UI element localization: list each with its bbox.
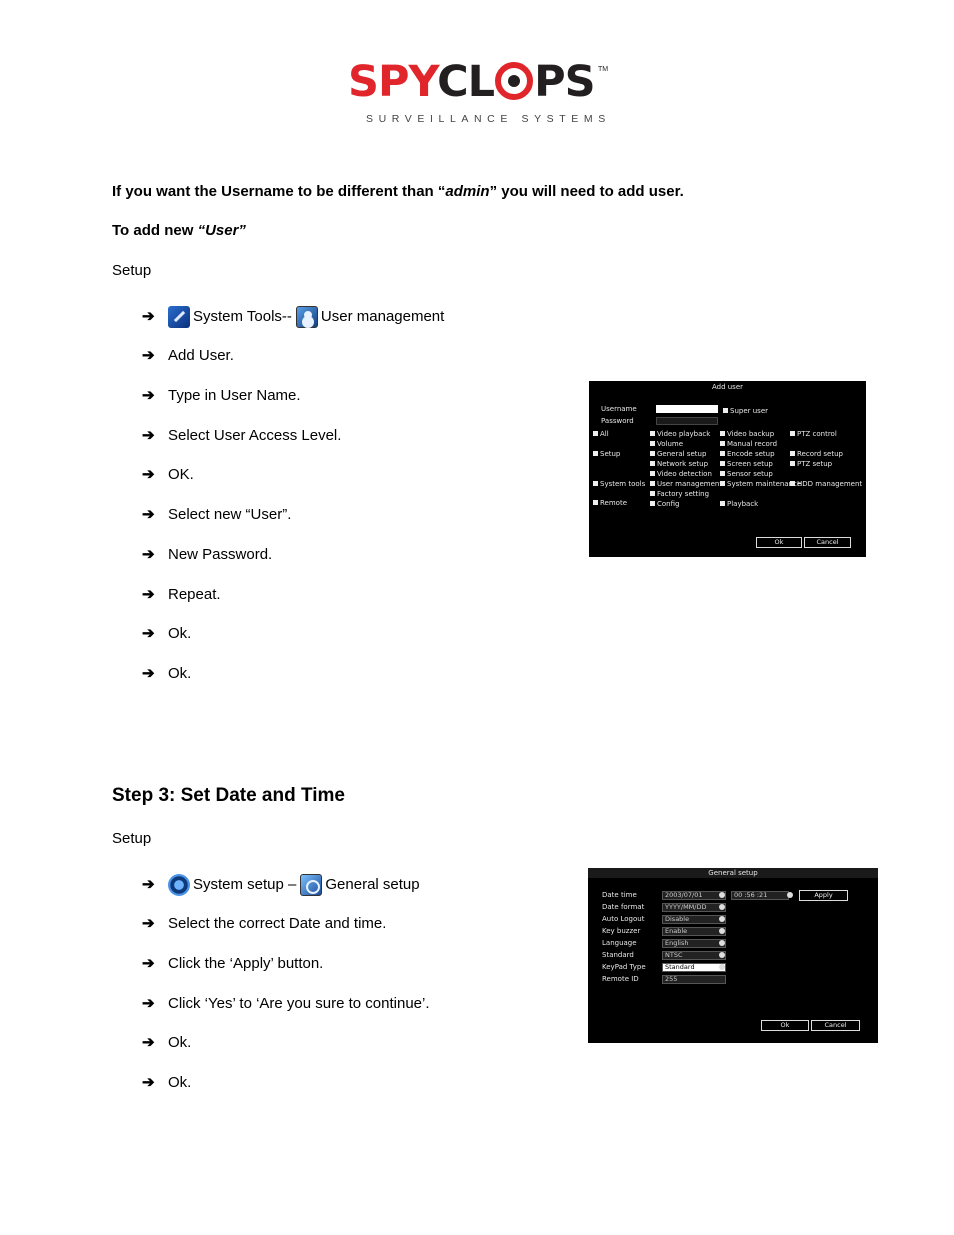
perm-item: Factory setting	[650, 490, 709, 499]
list-item: ➔ New Password.	[142, 546, 273, 563]
add-user-screenshot	[589, 381, 866, 557]
perm-item: Sensor setup	[720, 470, 773, 479]
date-format-value: YYYY/MM/DD	[662, 903, 726, 912]
list-item: ➔ Add User.	[142, 347, 234, 364]
remote-id-value: 255	[662, 975, 726, 984]
logo-subtitle: SURVEILLANCE SYSTEMS	[366, 113, 611, 125]
perm-item: General setup	[650, 450, 706, 459]
general-setup-icon	[300, 874, 322, 896]
auto-logout-value: Disable	[662, 915, 726, 924]
perm-item: Playback	[720, 500, 758, 509]
arrow-icon: ➔	[142, 625, 155, 642]
dropdown-dot-icon	[719, 964, 725, 970]
perm-item: Config	[650, 500, 679, 509]
section1-setup-label: Setup	[112, 262, 152, 279]
logo	[348, 56, 611, 128]
perm-item: Video detection	[650, 470, 712, 479]
add-user-title: Add user	[711, 383, 744, 391]
dropdown-dot-icon	[719, 892, 725, 898]
arrow-icon: ➔	[142, 466, 155, 483]
arrow-icon: ➔	[142, 546, 155, 563]
username-label: Username	[601, 405, 637, 413]
setting-label: Auto Logout	[602, 915, 645, 923]
perm-item: System maintenance	[720, 480, 801, 489]
list-item: ➔ Type in User Name.	[142, 387, 301, 404]
perm-item: Screen setup	[720, 460, 773, 469]
list-item: ➔ Ok.	[142, 665, 192, 682]
dropdown-dot-icon	[719, 952, 725, 958]
arrow-icon: ➔	[142, 1074, 155, 1091]
arrow-icon: ➔	[142, 955, 155, 972]
list-item: ➔ OK.	[142, 466, 194, 483]
perm-item: User management	[650, 480, 722, 489]
user-management-icon	[296, 306, 318, 328]
list-item: ➔ Ok.	[142, 1074, 192, 1091]
arrow-icon: ➔	[142, 915, 155, 932]
dropdown-dot-icon	[719, 928, 725, 934]
system-setup-icon	[168, 874, 190, 896]
arrow-icon: ➔	[142, 347, 155, 364]
arrow-icon: ➔	[142, 506, 155, 523]
list-item: ➔ Click the ‘Apply’ button.	[142, 955, 324, 972]
logo-eye-icon	[495, 62, 533, 100]
key-buzzer-value: Enable	[662, 927, 726, 936]
setting-label: Key buzzer	[602, 927, 641, 935]
list-item: ➔ System Tools-- User management	[142, 306, 444, 328]
keypad-type-value: Standard	[662, 963, 726, 972]
list-item: ➔ Select User Access Level.	[142, 427, 342, 444]
group-setup: Setup	[593, 450, 620, 459]
list-item: ➔ Repeat.	[142, 586, 221, 603]
general-setup-title: General setup	[708, 869, 758, 877]
date-value: 2003/07/01	[662, 891, 726, 900]
perm-item: Manual record	[720, 440, 777, 449]
perm-item: Network setup	[650, 460, 708, 469]
setting-label: Remote ID	[602, 975, 639, 983]
arrow-icon: ➔	[142, 387, 155, 404]
standard-value: NTSC	[662, 951, 726, 960]
list-item: ➔ Click ‘Yes’ to ‘Are you sure to continue’.	[142, 995, 430, 1012]
setting-label: KeyPad Type	[602, 963, 646, 971]
username-field	[656, 405, 718, 413]
section2-setup-label: Setup	[112, 830, 152, 847]
cancel-button: Cancel	[811, 1020, 860, 1031]
dropdown-dot-icon	[787, 892, 793, 898]
perm-item: Video backup	[720, 430, 774, 439]
setting-label: Date format	[602, 903, 645, 911]
group-system-tools: System tools	[593, 480, 645, 489]
arrow-icon: ➔	[142, 308, 155, 325]
dropdown-dot-icon	[719, 940, 725, 946]
step3-heading: Step 3: Set Date and Time	[112, 785, 345, 806]
time-value: 00 :56 :21	[731, 891, 789, 900]
arrow-icon: ➔	[142, 995, 155, 1012]
arrow-icon: ➔	[142, 876, 155, 893]
arrow-icon: ➔	[142, 586, 155, 603]
dropdown-dot-icon	[719, 916, 725, 922]
list-item: ➔ Select new “User”.	[142, 506, 292, 523]
perm-item: PTZ control	[790, 430, 837, 439]
intro-add-user-title: To add new “User”	[112, 222, 246, 239]
arrow-icon: ➔	[142, 1034, 155, 1051]
group-remote: Remote	[593, 499, 627, 508]
apply-button: Apply	[799, 890, 848, 901]
ok-button: Ok	[756, 537, 802, 548]
perm-item: Encode setup	[720, 450, 775, 459]
setting-label: Date time	[602, 891, 637, 899]
setting-label: Standard	[602, 951, 634, 959]
perm-item: Volume	[650, 440, 683, 449]
perm-item: HDD management	[790, 480, 862, 489]
perm-item: PTZ setup	[790, 460, 832, 469]
arrow-icon: ➔	[142, 427, 155, 444]
list-item: ➔ System setup – General setup	[142, 874, 420, 896]
logo-wordmark: SPYCL PS	[348, 57, 595, 107]
system-tools-icon	[168, 306, 190, 328]
password-label: Password	[601, 417, 634, 425]
general-setup-screenshot	[588, 868, 878, 1043]
ok-button: Ok	[761, 1020, 809, 1031]
dropdown-dot-icon	[719, 904, 725, 910]
group-all: All	[593, 430, 609, 439]
arrow-icon: ➔	[142, 665, 155, 682]
perm-item: Record setup	[790, 450, 843, 459]
cancel-button: Cancel	[804, 537, 851, 548]
list-item: ➔ Ok.	[142, 625, 192, 642]
password-field	[656, 417, 718, 425]
super-user-checkbox: Super user	[723, 407, 768, 416]
perm-item: Video playback	[650, 430, 710, 439]
language-value: English	[662, 939, 726, 948]
list-item: ➔ Select the correct Date and time.	[142, 915, 387, 932]
list-item: ➔ Ok.	[142, 1034, 192, 1051]
intro-username-note: If you want the Username to be different than “admin” you will need to add user.	[112, 183, 684, 200]
setting-label: Language	[602, 939, 637, 947]
logo-trademark: TM	[598, 66, 609, 73]
